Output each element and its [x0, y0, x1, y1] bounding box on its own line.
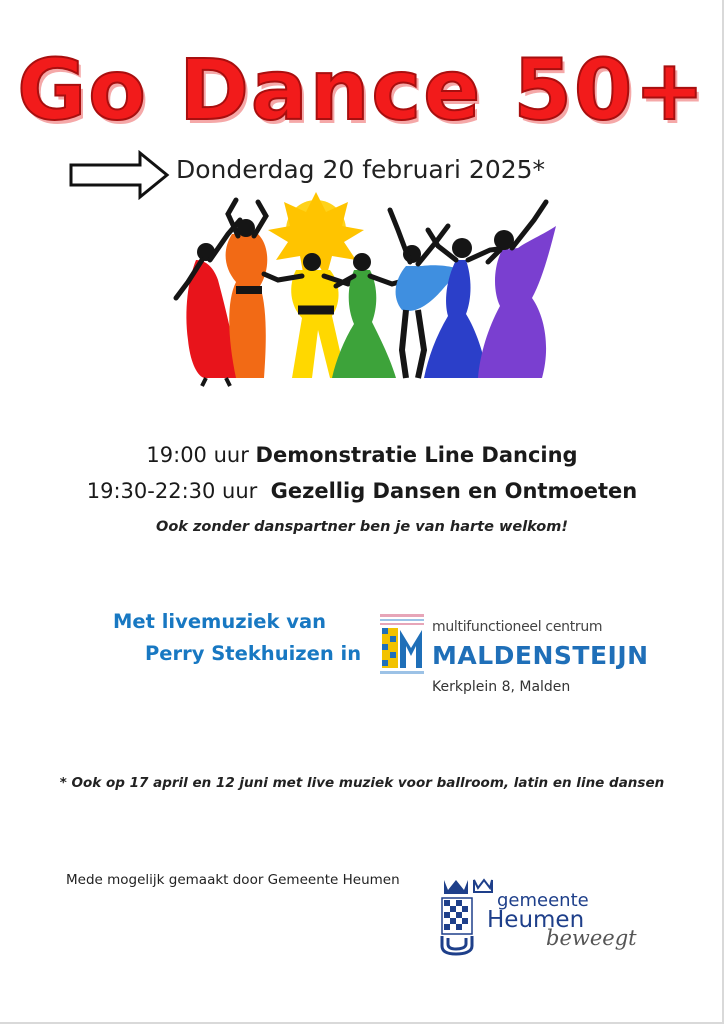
footnote: * Ook op 17 april en 12 juni met live muziek voor ballroom, latin en line dansen — [59, 775, 665, 791]
venue-name: MALDENSTEIJN — [432, 641, 649, 670]
venue-address: Kerkplein 8, Malden — [432, 679, 571, 695]
welcome-note: Ook zonder danspartner ben je van harte welkom! — [156, 519, 568, 535]
dancers-illustration — [166, 190, 566, 388]
program-line-2 — [0, 479, 724, 503]
right-arrow-icon — [68, 150, 170, 200]
poster-title: Go Dance 50+ — [17, 41, 707, 139]
dancer-green — [332, 253, 406, 378]
credit-text: Mede mogelijk gemaakt door Gemeente Heumen — [66, 872, 400, 888]
dancer-orange — [226, 200, 268, 378]
event-date: Donderdag 20 februari 2025* — [176, 155, 546, 184]
program-line-1 — [0, 443, 724, 467]
maldensteijn-logo-icon — [380, 614, 424, 674]
heumen-crest-icon — [438, 876, 494, 956]
venue-subtitle: multifunctioneel centrum — [432, 619, 603, 635]
program-event-2: Gezellig Dansen en Ontmoeten — [270, 479, 638, 503]
municipality-line-2: Heumen — [487, 907, 585, 933]
program-time-1: 19:00 uur — [146, 443, 249, 467]
program-time-2: 19:30-22:30 uur — [86, 479, 258, 503]
program-event-1: Demonstratie Line Dancing — [255, 443, 578, 467]
music-line-2: Perry Stekhuizen in — [145, 642, 362, 665]
music-line-1: Met livemuziek van — [113, 610, 327, 633]
municipality-tagline: beweegt — [546, 926, 637, 950]
municipality-line-1: gemeente — [497, 890, 589, 911]
dancer-purple — [478, 202, 556, 378]
